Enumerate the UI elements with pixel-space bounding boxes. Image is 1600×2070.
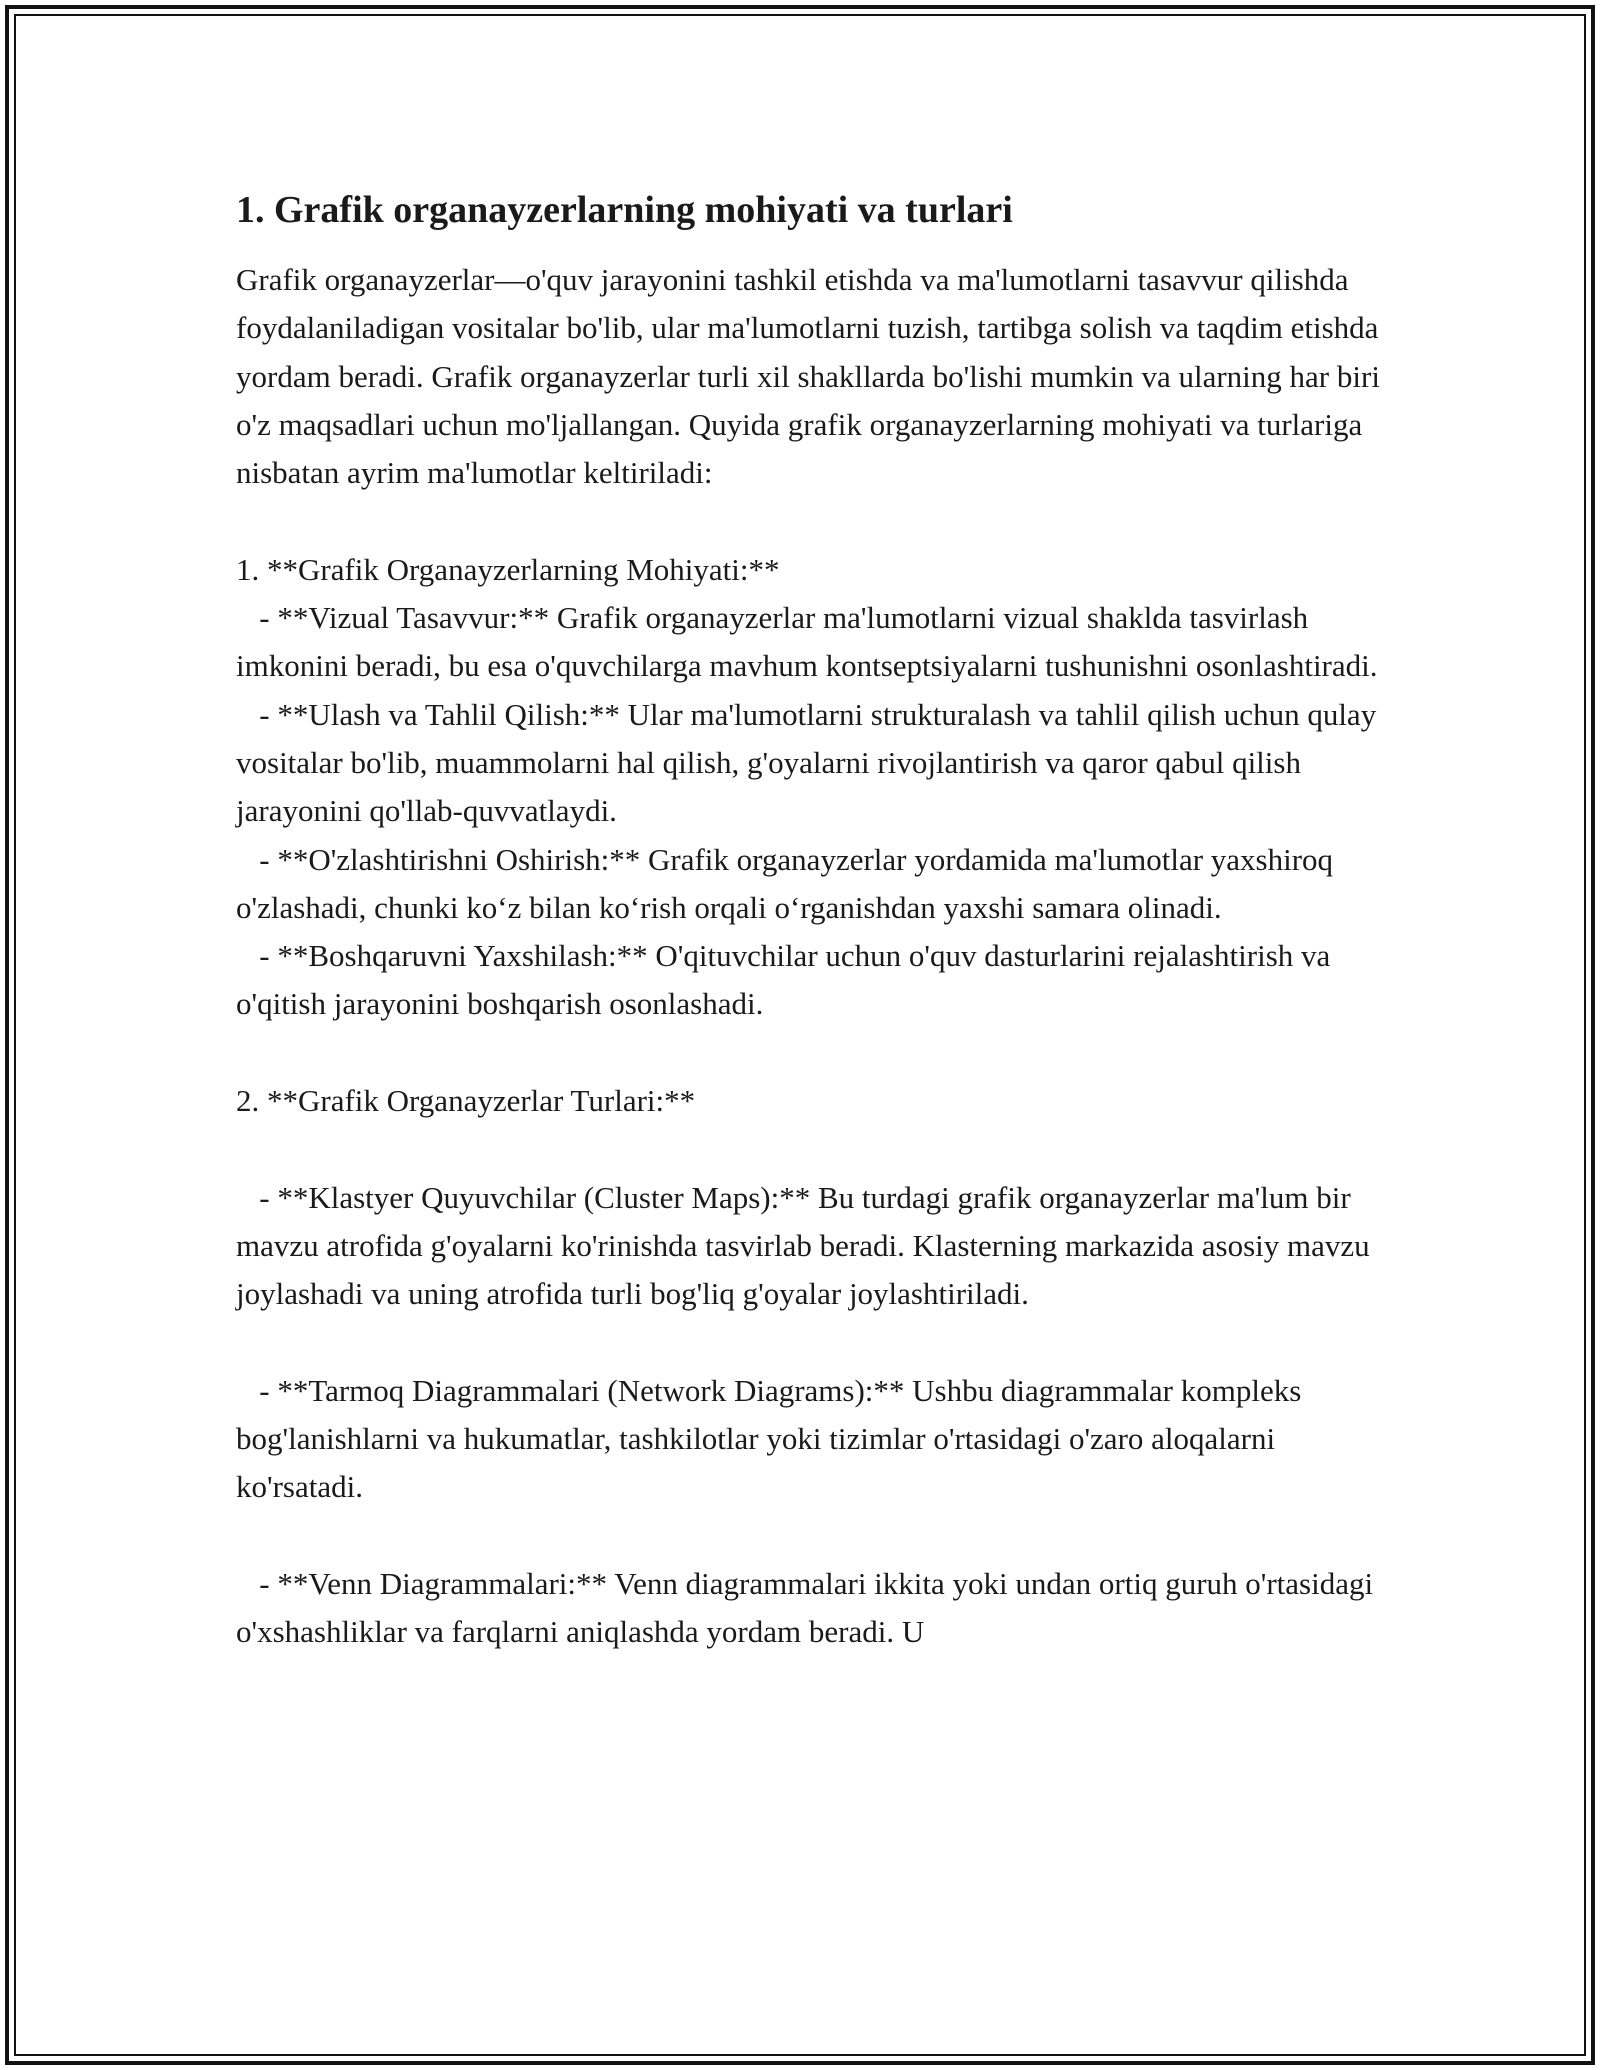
section1-heading: 1. **Grafik Organayzerlarning Mohiyati:** bbox=[236, 551, 780, 587]
section2-item-venn-text: - **Venn Diagrammalari:** Venn diagrammalari ikkita yoki undan ortiq guruh o'rtasidagi o'xshashliklar va farqlarni aniqlashda yordam beradi. U bbox=[236, 1566, 1374, 1650]
section2-item-network-text: - **Tarmoq Diagrammalari (Network Diagrams):** Ushbu diagrammalar kompleks bog'lanishlarni va hukumatlar, tashkilotlar yoki tizimlar o'rtasidagi o'zaro aloqalarni ko'rsatadi. bbox=[236, 1372, 1302, 1505]
section1-item-mastery bbox=[236, 836, 1386, 933]
blank-line bbox=[236, 1125, 1386, 1173]
section1-item-analysis-text: - **Ulash va Tahlil Qilish:** Ular ma'lumotlarni strukturalash va tahlil qilish uchun qulay vositalar bo'lib, muammolarni hal qilish, g'oyalarni rivojlantirish va qaror qabul qilish jarayonini qo'llab-quvvatlaydi. bbox=[236, 696, 1377, 829]
blank-line bbox=[236, 1029, 1386, 1077]
section2-item-cluster-text: - **Klastyer Quyuvchilar (Cluster Maps):** Bu turdagi grafik organayzerlar ma'lum bir mavzu atrofida g'oyalarni ko'rinishda tasvirlab beradi. Klasterning markazida asosiy mavzu joylashadi va uning atrofida turli bog'liq g'oyalar joylashtiriladi. bbox=[236, 1179, 1370, 1312]
section1-item-visual-text: - **Vizual Tasavvur:** Grafik organayzerlar ma'lumotlarni vizual shaklda tasvirlash imkonini beradi, bu esa o'quvchilarga mavhum kontseptsiyalarni tushunishni osonlashtiradi. bbox=[236, 600, 1378, 684]
intro-paragraph: Grafik organayzerlar—o'quv jarayonini tashkil etishda va ma'lumotlarni tasavvur qilishda foydalaniladigan vositalar bo'lib, ular ma'lumotlarni tuzish, tartibga solish va taqdim etishda yordam beradi. Grafik organayzerlar turli xil shakllarda bo'lishi mumkin va ularning har biri o'z maqsadlari uchun mo'ljallangan. Quyida grafik organayzerlarning mohiyati va turlariga nisbatan ayrim ma'lumotlar keltiriladi: bbox=[236, 262, 1380, 491]
section2-heading: 2. **Grafik Organayzerlar Turlari:** bbox=[236, 1083, 696, 1119]
section2-item-network bbox=[236, 1367, 1386, 1512]
section2-item-cluster bbox=[236, 1174, 1386, 1319]
document-page bbox=[236, 186, 1386, 1657]
blank-line bbox=[236, 497, 1386, 545]
section2-item-venn bbox=[236, 1560, 1386, 1657]
section1-item-mastery-text: - **O'zlashtirishni Oshirish:** Grafik organayzerlar yordamida ma'lumotlar yaxshiroq o'zlashadi, chunki koʻz bilan koʻrish orqali oʻrganishdan yaxshi samara olinadi. bbox=[236, 841, 1334, 925]
blank-line bbox=[236, 1512, 1386, 1560]
blank-line bbox=[236, 1319, 1386, 1367]
document-title: 1. Grafik organayzerlarning mohiyati va turlari bbox=[236, 189, 1013, 231]
section1-item-analysis bbox=[236, 691, 1386, 836]
section1-item-management-text: - **Boshqaruvni Yaxshilash:** O'qituvchilar uchun o'quv dasturlarini rejalashtirish va o'qitish jarayonini boshqarish osonlashadi. bbox=[236, 938, 1331, 1022]
section1-item-visual bbox=[236, 594, 1386, 691]
section1-item-management bbox=[236, 932, 1386, 1029]
